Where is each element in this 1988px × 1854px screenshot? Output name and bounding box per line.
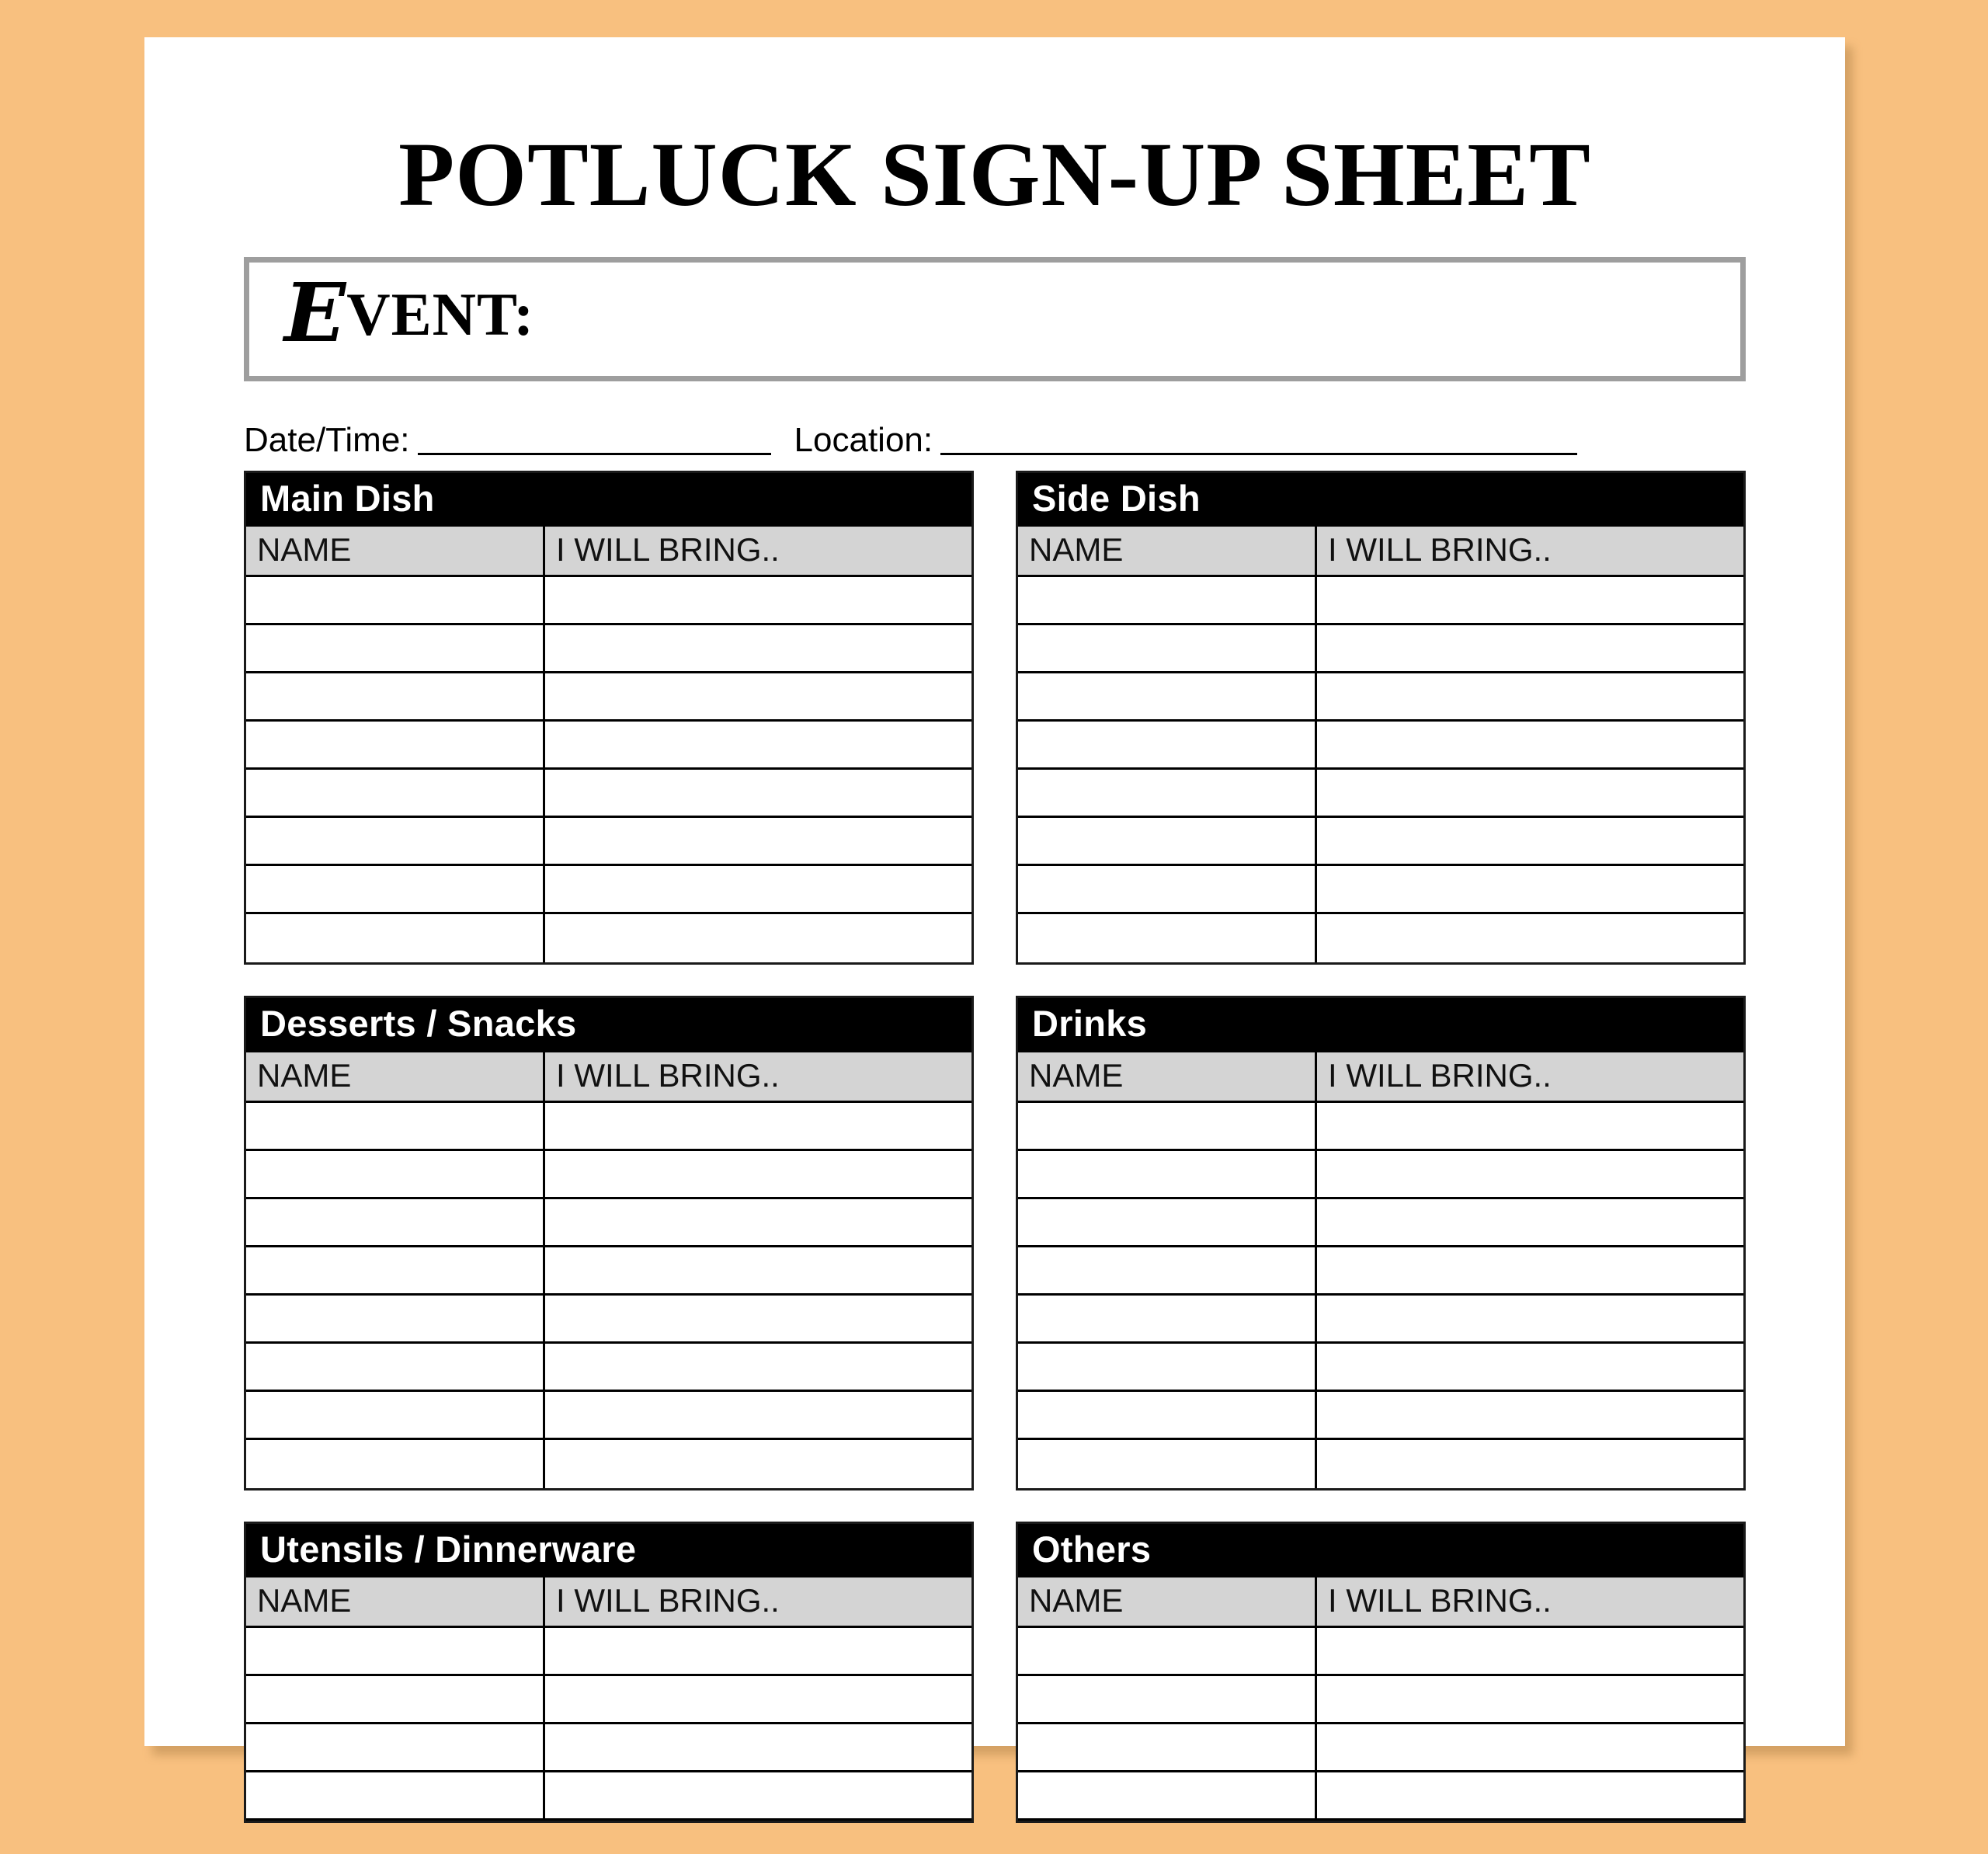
table-row[interactable] <box>246 1628 971 1676</box>
table-row[interactable] <box>246 1247 971 1296</box>
section-rows <box>246 577 971 962</box>
table-row[interactable] <box>246 1676 971 1724</box>
row-bring-cell[interactable] <box>545 625 971 673</box>
event-label <box>284 265 535 360</box>
row-bring-cell[interactable] <box>545 1724 971 1772</box>
table-row[interactable] <box>246 1344 971 1392</box>
section-title: Desserts / Snacks <box>246 998 971 1052</box>
row-bring-cell[interactable] <box>1317 1392 1743 1440</box>
section-row-3 <box>244 1522 1746 1823</box>
row-name-cell[interactable] <box>246 1392 545 1440</box>
row-bring-cell[interactable] <box>545 1392 971 1440</box>
row-name-cell[interactable] <box>246 770 545 818</box>
section-card-desserts-snacks <box>244 996 974 1490</box>
row-name-cell[interactable] <box>246 1676 545 1724</box>
table-row[interactable] <box>1018 1103 1743 1151</box>
row-name-cell[interactable] <box>246 1199 545 1247</box>
row-name-cell[interactable] <box>1018 673 1317 722</box>
table-row[interactable] <box>1018 1724 1743 1772</box>
section-card-main-dish <box>244 471 974 965</box>
column-header-bring: I WILL BRING.. <box>1328 1582 1552 1619</box>
column-header <box>246 1577 971 1628</box>
page-title: POTLUCK SIGN-UP SHEET <box>398 123 1591 225</box>
row-bring-cell[interactable] <box>545 1296 971 1344</box>
table-row[interactable] <box>246 1772 971 1821</box>
row-name-cell[interactable] <box>1018 1103 1317 1151</box>
column-header-name: NAME <box>1018 1577 1317 1626</box>
column-header-bring: I WILL BRING.. <box>556 1056 780 1094</box>
row-bring-cell[interactable] <box>1317 722 1743 770</box>
table-row[interactable] <box>246 1440 971 1488</box>
date-time-label: Date/Time: <box>244 421 410 459</box>
row-name-cell[interactable] <box>246 577 545 625</box>
row-bring-cell[interactable] <box>1317 673 1743 722</box>
row-bring-cell[interactable] <box>1317 1440 1743 1488</box>
row-name-cell[interactable] <box>1018 914 1317 962</box>
table-row[interactable] <box>1018 1199 1743 1247</box>
table-row[interactable] <box>246 577 971 625</box>
row-bring-cell[interactable] <box>545 818 971 866</box>
row-bring-cell[interactable] <box>1317 625 1743 673</box>
row-name-cell[interactable] <box>246 1724 545 1772</box>
column-header-name: NAME <box>246 527 545 575</box>
row-name-cell[interactable] <box>1018 1724 1317 1772</box>
event-label-text: VENT: <box>346 280 535 348</box>
row-bring-cell[interactable] <box>1317 1103 1743 1151</box>
table-row[interactable] <box>1018 577 1743 625</box>
table-row[interactable] <box>1018 673 1743 722</box>
section-title: Others <box>1018 1524 1743 1577</box>
table-row[interactable] <box>246 1103 971 1151</box>
table-row[interactable] <box>246 1724 971 1772</box>
section-row-2 <box>244 996 1746 1490</box>
column-header <box>246 527 971 577</box>
row-bring-cell[interactable] <box>545 673 971 722</box>
row-bring-cell[interactable] <box>545 1151 971 1199</box>
row-name-cell[interactable] <box>246 1628 545 1676</box>
table-row[interactable] <box>1018 770 1743 818</box>
table-row[interactable] <box>1018 625 1743 673</box>
table-row[interactable] <box>246 673 971 722</box>
table-row[interactable] <box>1018 1344 1743 1392</box>
table-row[interactable] <box>1018 1296 1743 1344</box>
section-card-others <box>1016 1522 1746 1823</box>
table-row[interactable] <box>1018 914 1743 962</box>
table-row[interactable] <box>1018 1440 1743 1488</box>
row-bring-cell[interactable] <box>1317 1199 1743 1247</box>
row-name-cell[interactable] <box>1018 1296 1317 1344</box>
row-name-cell[interactable] <box>1018 577 1317 625</box>
section-title: Main Dish <box>246 473 971 527</box>
row-name-cell[interactable] <box>246 914 545 962</box>
section-title: Utensils / Dinnerware <box>246 1524 971 1577</box>
column-header-bring: I WILL BRING.. <box>556 1582 780 1619</box>
row-name-cell[interactable] <box>1018 818 1317 866</box>
section-title: Side Dish <box>1018 473 1743 527</box>
section-rows <box>1018 1103 1743 1488</box>
row-name-cell[interactable] <box>246 1151 545 1199</box>
row-bring-cell[interactable] <box>1317 770 1743 818</box>
table-row[interactable] <box>1018 1151 1743 1199</box>
column-header-bring: I WILL BRING.. <box>1328 531 1552 569</box>
potluck-sign-up-sheet <box>144 37 1845 1746</box>
location-input[interactable] <box>940 422 1577 455</box>
table-row[interactable] <box>246 770 971 818</box>
column-header <box>1018 1052 1743 1103</box>
table-row[interactable] <box>1018 818 1743 866</box>
row-bring-cell[interactable] <box>545 1199 971 1247</box>
table-row[interactable] <box>1018 866 1743 914</box>
table-row[interactable] <box>246 1199 971 1247</box>
row-bring-cell[interactable] <box>1317 1344 1743 1392</box>
section-rows <box>246 1628 971 1821</box>
table-row[interactable] <box>246 722 971 770</box>
table-row[interactable] <box>246 1151 971 1199</box>
row-name-cell[interactable] <box>246 818 545 866</box>
row-bring-cell[interactable] <box>1317 1724 1743 1772</box>
row-bring-cell[interactable] <box>1317 1772 1743 1821</box>
column-header <box>1018 1577 1743 1628</box>
section-card-side-dish <box>1016 471 1746 965</box>
column-header-name: NAME <box>1018 1052 1317 1101</box>
date-time-input[interactable] <box>418 422 771 455</box>
row-name-cell[interactable] <box>246 722 545 770</box>
row-bring-cell[interactable] <box>545 1628 971 1676</box>
table-row[interactable] <box>1018 722 1743 770</box>
row-bring-cell[interactable] <box>545 577 971 625</box>
section-rows <box>246 1103 971 1488</box>
table-row[interactable] <box>246 625 971 673</box>
row-bring-cell[interactable] <box>1317 866 1743 914</box>
row-bring-cell[interactable] <box>1317 1676 1743 1724</box>
column-header-name: NAME <box>246 1052 545 1101</box>
row-name-cell[interactable] <box>246 1103 545 1151</box>
row-bring-cell[interactable] <box>545 1772 971 1821</box>
section-rows <box>1018 577 1743 962</box>
row-name-cell[interactable] <box>1018 1628 1317 1676</box>
table-row[interactable] <box>246 866 971 914</box>
event-field-box[interactable] <box>244 257 1746 381</box>
row-name-cell[interactable] <box>1018 1676 1317 1724</box>
row-name-cell[interactable] <box>1018 1440 1317 1488</box>
sections-grid <box>244 471 1746 1854</box>
section-row-1 <box>244 471 1746 965</box>
section-title: Drinks <box>1018 998 1743 1052</box>
row-name-cell[interactable] <box>1018 1247 1317 1296</box>
meta-row <box>244 419 1746 460</box>
event-label-initial: E <box>284 265 347 360</box>
column-header-name: NAME <box>246 1577 545 1626</box>
row-name-cell[interactable] <box>246 866 545 914</box>
row-name-cell[interactable] <box>1018 625 1317 673</box>
table-row[interactable] <box>1018 1772 1743 1821</box>
row-name-cell[interactable] <box>246 1247 545 1296</box>
section-card-utensils-dinnerware <box>244 1522 974 1823</box>
section-rows <box>1018 1628 1743 1821</box>
row-bring-cell[interactable] <box>545 770 971 818</box>
row-bring-cell[interactable] <box>545 914 971 962</box>
row-name-cell[interactable] <box>1018 866 1317 914</box>
row-bring-cell[interactable] <box>545 866 971 914</box>
table-row[interactable] <box>246 1296 971 1344</box>
row-name-cell[interactable] <box>1018 1199 1317 1247</box>
table-row[interactable] <box>1018 1676 1743 1724</box>
column-header-name: NAME <box>1018 527 1317 575</box>
table-row[interactable] <box>246 1392 971 1440</box>
row-name-cell[interactable] <box>246 1344 545 1392</box>
column-header <box>246 1052 971 1103</box>
row-name-cell[interactable] <box>246 1772 545 1821</box>
row-bring-cell[interactable] <box>1317 1296 1743 1344</box>
row-bring-cell[interactable] <box>1317 914 1743 962</box>
row-name-cell[interactable] <box>246 625 545 673</box>
row-bring-cell[interactable] <box>1317 1628 1743 1676</box>
row-name-cell[interactable] <box>1018 1344 1317 1392</box>
row-bring-cell[interactable] <box>545 1676 971 1724</box>
table-row[interactable] <box>1018 1392 1743 1440</box>
row-bring-cell[interactable] <box>1317 818 1743 866</box>
column-header-bring: I WILL BRING.. <box>1328 1056 1552 1094</box>
column-header-bring: I WILL BRING.. <box>556 531 780 569</box>
row-name-cell[interactable] <box>1018 1151 1317 1199</box>
row-bring-cell[interactable] <box>545 1440 971 1488</box>
section-card-drinks <box>1016 996 1746 1490</box>
column-header <box>1018 527 1743 577</box>
row-name-cell[interactable] <box>246 673 545 722</box>
table-row[interactable] <box>246 818 971 866</box>
row-name-cell[interactable] <box>1018 770 1317 818</box>
row-name-cell[interactable] <box>1018 1392 1317 1440</box>
row-bring-cell[interactable] <box>1317 1247 1743 1296</box>
table-row[interactable] <box>1018 1628 1743 1676</box>
row-name-cell[interactable] <box>246 1296 545 1344</box>
table-row[interactable] <box>246 914 971 962</box>
row-bring-cell[interactable] <box>545 1247 971 1296</box>
row-name-cell[interactable] <box>246 1440 545 1488</box>
row-bring-cell[interactable] <box>1317 577 1743 625</box>
location-label: Location: <box>794 421 933 459</box>
row-bring-cell[interactable] <box>545 1344 971 1392</box>
row-bring-cell[interactable] <box>1317 1151 1743 1199</box>
row-name-cell[interactable] <box>1018 1772 1317 1821</box>
row-bring-cell[interactable] <box>545 1103 971 1151</box>
table-row[interactable] <box>1018 1247 1743 1296</box>
row-bring-cell[interactable] <box>545 722 971 770</box>
row-name-cell[interactable] <box>1018 722 1317 770</box>
